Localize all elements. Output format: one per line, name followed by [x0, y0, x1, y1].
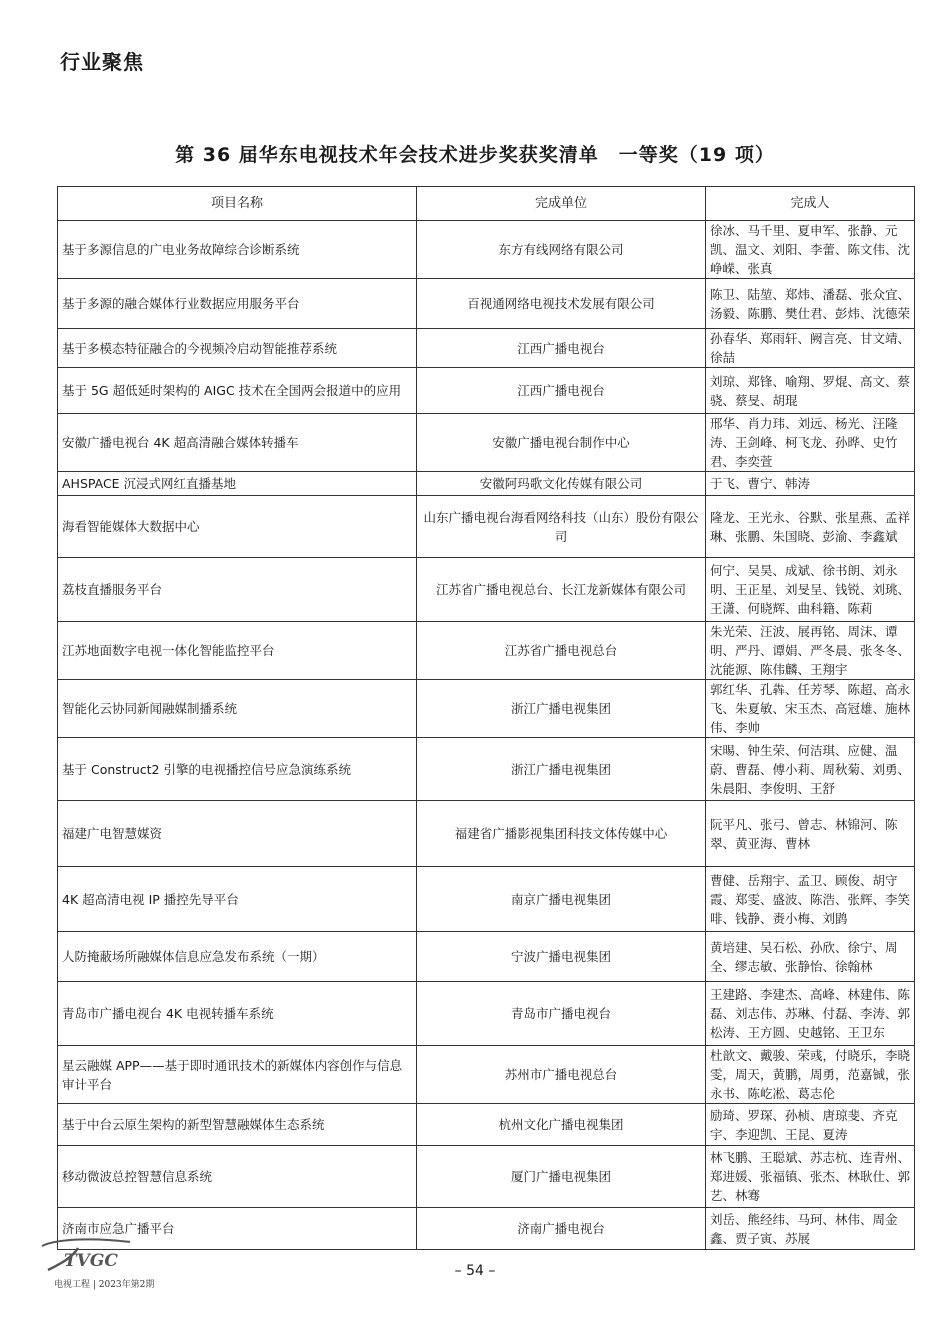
contributors-cell: 曹健、岳翔宇、孟卫、顾俊、胡守霞、郑雯、盛波、陈浩、张辉、李笑啡、钱静、赉小梅、刘鹍: [706, 867, 915, 932]
project-name-cell: 安徽广播电视台 4K 超高清融合媒体转播车: [58, 414, 417, 472]
contributors-cell: 王建路、李建杰、高峰、林建伟、陈磊、刘志伟、苏琳、付磊、李涛、郭松涛、王方圆、史越铭、王卫东: [706, 982, 915, 1046]
project-name-cell: 基于 5G 超低延时架构的 AIGC 技术在全国两会报道中的应用: [58, 368, 417, 414]
project-name-cell: 基于多模态特征融合的今视频冷启动智能推荐系统: [58, 329, 417, 368]
contributors-cell: 孙春华、郑雨轩、阙言亮、甘文靖、徐喆: [706, 329, 915, 368]
table-row: [58, 801, 915, 867]
awards-table: [57, 186, 915, 1250]
table-row: [58, 279, 915, 329]
project-name-cell: 基于多源的融合媒体行业数据应用服务平台: [58, 279, 417, 329]
table-row: [58, 368, 915, 414]
contributors-cell: 隆龙、王光永、谷默、张星燕、孟祥琳、张鹏、朱国晓、彭渝、李鑫斌: [706, 496, 915, 558]
contributors-cell: 阮平凡、张弓、曾志、林锦河、陈翠、黄亚海、曹林: [706, 801, 915, 867]
table-row: [58, 1146, 915, 1208]
contributors-cell: 杜歆文、戴骏、荣彧，付晓乐，李晓雯，周天，黄鹏，周勇，范嘉铖，张永书、陈屹凇、葛志伦: [706, 1046, 915, 1104]
table-row: [58, 867, 915, 932]
table-row: [58, 221, 915, 279]
project-name-cell: 江苏地面数字电视一体化智能监控平台: [58, 622, 417, 680]
unit-cell: 苏州市广播电视总台: [417, 1046, 706, 1104]
contributors-cell: 邢华、肖力玮、刘远、杨光、汪隆涛、王剑峰、柯飞龙、孙晔、史竹君、李奕萱: [706, 414, 915, 472]
table-row: [58, 932, 915, 982]
table-header-row: [58, 187, 915, 221]
project-name-cell: 智能化云协同新闻融媒制播系统: [58, 680, 417, 738]
unit-cell: 江苏省广播电视总台、长江龙新媒体有限公司: [417, 558, 706, 622]
project-name-cell: 荔枝直播服务平台: [58, 558, 417, 622]
table-row: [58, 1104, 915, 1146]
unit-cell: 福建省广播影视集团科技文体传媒中心: [417, 801, 706, 867]
project-name-cell: 青岛市广播电视台 4K 电视转播车系统: [58, 982, 417, 1046]
section-heading: 行业聚焦: [60, 50, 144, 74]
table-row: [58, 1046, 915, 1104]
table-row: [58, 496, 915, 558]
unit-cell: 东方有线网络有限公司: [417, 221, 706, 279]
unit-cell: 江西广播电视台: [417, 368, 706, 414]
unit-cell: 宁波广播电视集团: [417, 932, 706, 982]
contributors-cell: 励琦、罗琛、孙桢、唐琼斐、齐克宇、李迎凯、王昆、夏涛: [706, 1104, 915, 1146]
unit-cell: 杭州文化广播电视集团: [417, 1104, 706, 1146]
table-row: [58, 329, 915, 368]
magazine-issue: 电视工程 | 2023年第2期: [54, 1280, 155, 1290]
project-name-cell: 基于中台云原生架构的新型智慧融媒体生态系统: [58, 1104, 417, 1146]
project-name-cell: 移动微波总控智慧信息系统: [58, 1146, 417, 1208]
table-row: [58, 558, 915, 622]
unit-cell: 浙江广播电视集团: [417, 680, 706, 738]
project-name-cell: 4K 超高清电视 IP 播控先导平台: [58, 867, 417, 932]
contributors-cell: 朱光荣、汪波、展再铭、周沫、谭明、严丹、谭娟、严冬晨、张冬冬、沈能源、陈伟麟、王翔宇: [706, 622, 915, 680]
column-header-project-name: 项目名称: [58, 187, 417, 221]
contributors-cell: 陈卫、陆堃、郑炜、潘磊、张众宜、汤毅、陈鹏、樊仕君、彭炜、沈德荣: [706, 279, 915, 329]
project-name-cell: 济南市应急广播平台: [58, 1208, 417, 1250]
page-number: – 54 –: [454, 1263, 496, 1279]
unit-cell: 百视通网络电视技术发展有限公司: [417, 279, 706, 329]
unit-cell: 安徽阿玛歌文化传媒有限公司: [417, 472, 706, 496]
table-row: [58, 680, 915, 738]
contributors-cell: 郭红华、孔犇、任芳琴、陈超、高永飞、朱夏敏、宋玉杰、高冠雄、施林伟、李帅: [706, 680, 915, 738]
table-row: [58, 982, 915, 1046]
unit-cell: 济南广播电视台: [417, 1208, 706, 1250]
unit-cell: 江苏省广播电视总台: [417, 622, 706, 680]
contributors-cell: 黄培建、吴石松、孙欣、徐宁、周全、缪志敏、张静怡、徐翰林: [706, 932, 915, 982]
contributors-cell: 何宁、吴昊、成斌、徐书朗、刘永明、王正星、刘旻呈、钱锐、刘珧、王潇、何晓辉、曲科籍、陈莉: [706, 558, 915, 622]
project-name-cell: 星云融媒 APP——基于即时通讯技术的新媒体内容创作与信息审计平台: [58, 1046, 417, 1104]
unit-cell: 南京广播电视集团: [417, 867, 706, 932]
project-name-cell: AHSPACE 沉浸式网红直播基地: [58, 472, 417, 496]
project-name-cell: 福建广电智慧媒资: [58, 801, 417, 867]
unit-cell: 安徽广播电视台制作中心: [417, 414, 706, 472]
project-name-cell: 人防掩蔽场所融媒体信息应急发布系统（一期）: [58, 932, 417, 982]
unit-cell: 厦门广播电视集团: [417, 1146, 706, 1208]
contributors-cell: 刘岳、熊经纬、马珂、林伟、周金鑫、贾子寅、苏展: [706, 1208, 915, 1250]
unit-cell: 浙江广播电视集团: [417, 738, 706, 801]
table-row: [58, 472, 915, 496]
table-row: [58, 1208, 915, 1250]
table-row: [58, 738, 915, 801]
project-name-cell: 基于 Construct2 引擎的电视播控信号应急演练系统: [58, 738, 417, 801]
table-row: [58, 622, 915, 680]
project-name-cell: 基于多源信息的广电业务故障综合诊断系统: [58, 221, 417, 279]
logo-wordmark: TVGC: [64, 1251, 118, 1271]
column-header-unit: 完成单位: [417, 187, 706, 221]
document-title: 第 36 届华东电视技术年会技术进步奖获奖清单 一等奖（19 项）: [175, 144, 775, 166]
unit-cell: 青岛市广播电视台: [417, 982, 706, 1046]
unit-cell: 山东广播电视台海看网络科技（山东）股份有限公司: [417, 496, 706, 558]
contributors-cell: 林飞鹏、王聪斌、苏志杭、连青州、郑进媛、张福镇、张杰、林耿仕、郭艺、林骞: [706, 1146, 915, 1208]
column-header-contributors: 完成人: [706, 187, 915, 221]
contributors-cell: 刘琼、郑锋、喻翔、罗焜、高文、蔡骁、蔡旻、胡琨: [706, 368, 915, 414]
project-name-cell: 海看智能媒体大数据中心: [58, 496, 417, 558]
contributors-cell: 宋晹、钟生荣、何洁琪、应健、温蔚、曹磊、傅小莉、周秋菊、刘勇、朱晨阳、李俊明、王舒: [706, 738, 915, 801]
contributors-cell: 徐冰、马千里、夏申军、张静、元凯、温文、刘阳、李蕾、陈文伟、沈峥嵘、张真: [706, 221, 915, 279]
contributors-cell: 于飞、曹宁、韩涛: [706, 472, 915, 496]
table-row: [58, 414, 915, 472]
unit-cell: 江西广播电视台: [417, 329, 706, 368]
